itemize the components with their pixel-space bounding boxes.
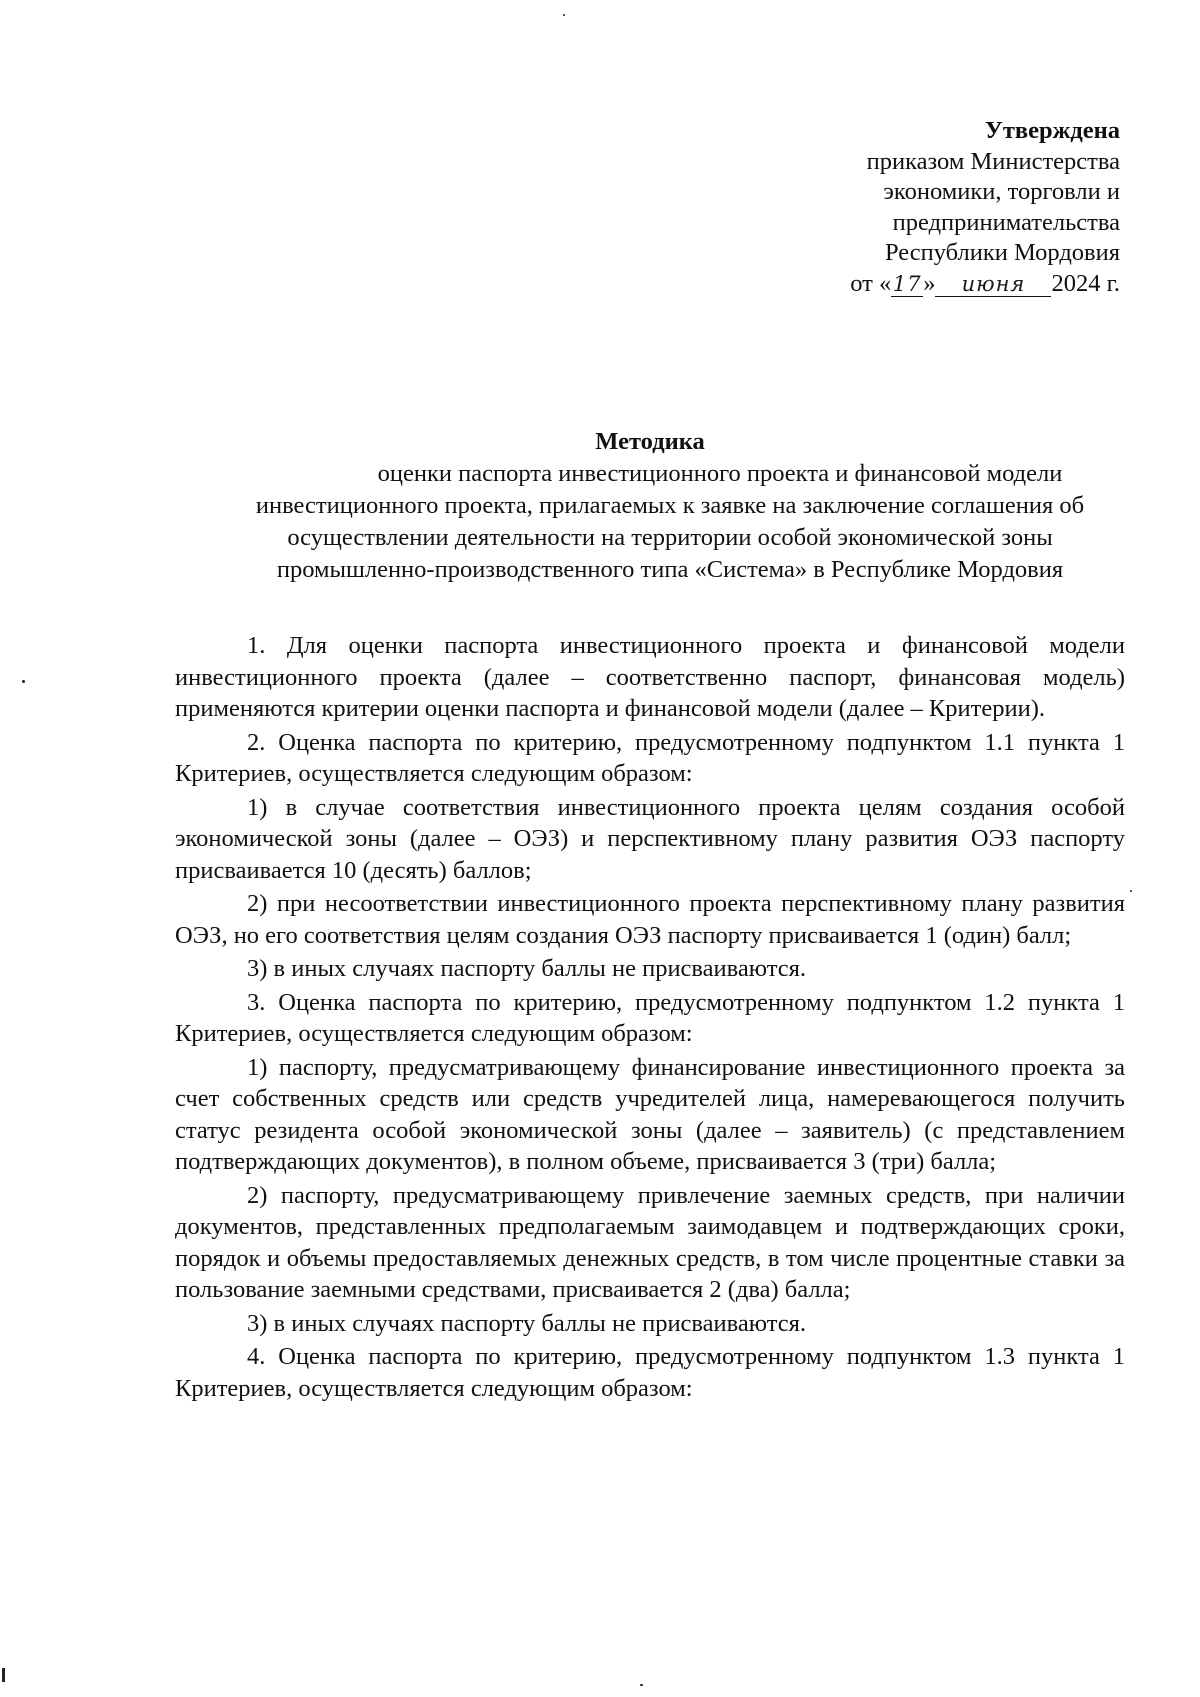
approval-line: предпринимательства [892,208,1120,236]
paragraph: 1. Для оценки паспорта инвестиционного проекта и финансовой модели инвестиционного проекта (далее – соответственно паспорт, финансовая модель) применяются критерии оценки паспорта и финансовой модели (далее – Критерии). [175,632,1125,722]
document-body [175,630,1125,1404]
document-title: Методика [595,428,705,455]
date-prefix: от « [850,269,892,297]
paragraph: 3) в иных случаях паспорту баллы не присваиваются. [247,955,807,982]
document-subtitle: оценки паспорта инвестиционного проекта и финансовой модели инвестиционного проекта, прилагаемых к заявке на заключение соглашения об осуществлении деятельности на территории особой экономической зоны промышленно-производственного типа «Система» в Республике Мордовия [255,460,1085,583]
scan-speck [22,680,25,683]
scan-speck [1130,890,1132,892]
approval-stamp-block [700,116,1120,299]
paragraph: 4. Оценка паспорта по критерию, предусмотренному подпунктом 1.3 пункта 1 Критериев, осуществляется следующим образом: [175,1343,1125,1402]
paragraph: 2. Оценка паспорта по критерию, предусмотренному подпунктом 1.1 пункта 1 Критериев, осуществляется следующим образом: [175,728,1125,787]
paragraph: 3) в иных случаях паспорту баллы не присваиваются. [247,1309,807,1337]
approval-date [700,269,1120,300]
paragraph: 2) паспорту, предусматривающему привлечение заемных средств, при наличии документов, представленных предполагаемым заимодавцем и подтверждающих сроки, порядок и объемы предоставляемых денежных средств, в том числе процентные ставки за пользование заемными средствами, присваивается 2 (два) балла; [175,1181,1125,1303]
date-day-handwritten: 17 [892,271,922,296]
scan-speck [640,1684,643,1686]
approval-title: Утверждена [984,117,1120,144]
approval-line: экономики, торговли и [883,178,1120,205]
paragraph: 1) в случае соответствия инвестиционного проекта целям создания особой экономической зоны (далее – ОЭЗ) и перспективному плану развития ОЭЗ паспорту присваивается 10 (десять) баллов; [175,793,1125,884]
date-mid: » [923,269,936,297]
scan-speck [563,14,565,16]
scan-speck [2,1668,5,1682]
approval-line: Республики Мордовия [884,239,1120,266]
paragraph: 3. Оценка паспорта по критерию, предусмотренному подпунктом 1.2 пункта 1 Критериев, осуществляется следующим образом: [175,988,1125,1047]
date-year: 2024 г. [1051,269,1120,297]
paragraph: 2) при несоответствии инвестиционного проекта перспективному плану развития ОЭЗ, но его соответствия целям создания ОЭЗ паспорту присваивается 1 (один) балл; [175,890,1125,949]
approval-line: приказом Министерства [866,147,1120,175]
document-heading [175,426,1125,586]
paragraph: 1) паспорту, предусматривающему финансирование инвестиционного проекта за счет собственных средств или средств учредителей лица, намеревающегося получить статус резидента особой экономической зоны (далее – заявитель) (с представлением подтверждающих документов), в полном объеме, присваивается 3 (три) балла; [175,1053,1125,1175]
date-month-handwritten: июня [935,272,1051,297]
